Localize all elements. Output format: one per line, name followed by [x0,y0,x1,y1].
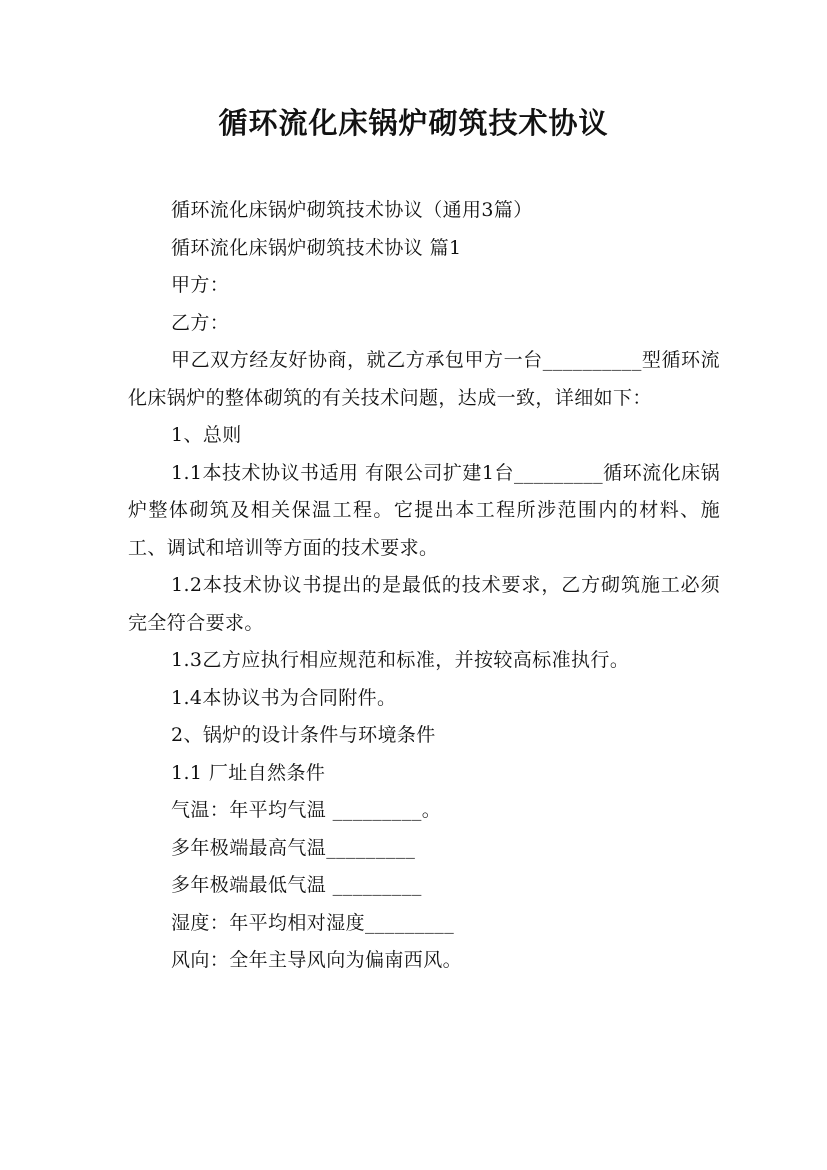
section-heading-general: 1、总则 [171,424,242,446]
paragraph-1-1: 1.1本技术协议书适用 有限公司扩建1台_________循环流化床锅炉整体砌筑及相关保温工程。它提出本工程所涉范围内的材料、施工、调试和培训等方面的技术要求。 [128,461,720,559]
document-body [128,192,720,980]
paragraph-site-conditions: 1.1 厂址自然条件 [171,761,326,784]
paragraph-1-3: 1.3乙方应执行相应规范和标准，并按较高标准执行。 [171,649,630,671]
paragraph-min-temperature: 多年极端最低气温 _________ [171,874,422,896]
document-title: 循环流化床锅炉砌筑技术协议 [218,106,609,140]
paragraph-subtitle: 循环流化床锅炉砌筑技术协议（通用3篇） [171,199,533,221]
paragraph-intro: 甲乙双方经友好协商，就乙方承包甲方一台__________型循环流化床锅炉的整体砌筑的有关技术问题，达成一致，详细如下： [128,349,720,409]
paragraph-humidity: 湿度：年平均相对湿度_________ [171,911,455,934]
paragraph-party-b: 乙方： [171,311,230,334]
paragraph-part-heading: 循环流化床锅炉砌筑技术协议 篇1 [171,236,462,259]
section-heading-conditions: 2、锅炉的设计条件与环境条件 [171,724,436,746]
paragraph-temperature: 气温：年平均气温 _________。 [171,799,442,821]
paragraph-wind: 风向：全年主导风向为偏南西风。 [171,949,463,971]
paragraph-party-a: 甲方： [171,274,230,296]
paragraph-max-temperature: 多年极端最高气温_________ [171,836,416,859]
paragraph-1-4: 1.4本协议书为合同附件。 [171,686,397,709]
paragraph-1-2: 1.2本技术协议书提出的是最低的技术要求，乙方砌筑施工必须完全符合要求。 [128,574,720,634]
